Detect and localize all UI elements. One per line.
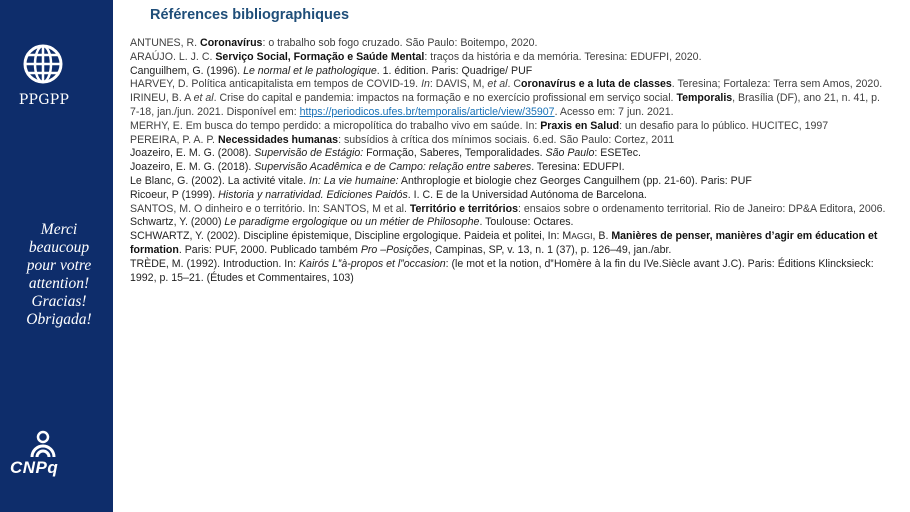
reference-item: MERHY, E. Em busca do tempo perdido: a micropolítica do trabalho vivo em saúde. In: Praxis en Salud: un desafio para lo público. HUCITEC, 1997 [130, 119, 829, 132]
funder-name: CNPq [10, 458, 59, 477]
reference-item: SCHWARTZ, Y. (2002). Discipline épistemique, Discipline ergologique. Paideia et politei, In: MAGGI, B. Manières de penser, manières d’agir em éducation et formation. Paris: PUF, 2000. Publicado também Pro –Posições, Campinas, SP, v. 13, n. 1 (37), p. 126–49, jan./abr. [130, 230, 878, 256]
thanks-line: Obrigada! [26, 311, 92, 328]
reference-item: IRINEU, B. A et al. Crise do capital e pandemia: impactos na formação e no exercício profissional em serviço social. Temporalis, Brasília (DF), ano 21, n. 41, p. 7-18, jan./jun. 2021. Disponível em: https://periodicos.ufes.br/temporalis/article/view/35907. Acesso em: 7 jun. 2021. [130, 92, 880, 118]
globe-logo-icon [23, 44, 63, 84]
reference-item: Joazeiro, E. M. G. (2008). Supervisão de Estágio: Formação, Saberes, Temporalidades. São Paulo: ESETec. [130, 147, 641, 160]
reference-item: HARVEY, D. Política anticapitalista em tempos de COVID-19. In: DAVIS, M, et al. Coronavírus e a luta de classes. Teresina; Fortaleza: Terra sem Amos, 2020. [130, 78, 883, 91]
thanks-line: Merci [40, 221, 78, 238]
reference-list [130, 37, 890, 285]
thanks-line: attention! [28, 275, 90, 292]
sidebar [0, 0, 113, 512]
org-name: PPGPP [18, 92, 70, 108]
reference-link[interactable]: https://periodicos.ufes.br/temporalis/article/view/35907 [299, 105, 555, 118]
thanks-line: pour votre [26, 257, 92, 274]
reference-item: Schwartz, Y. (2000) Le paradigme ergologique ou un métier de Philosophe. Toulouse: Octares. [130, 216, 574, 229]
reference-item: TRÈDE, M. (1992). Introduction. In: Kairós L‟à-propos et l‟occasion: (le mot et la notion, d‟Homère à la fin du IVe.Siècle avant J.C). Paris: Éditions Klincksieck: 1992, p. 15–21. (Études et Commentaires, 103) [130, 257, 874, 284]
thanks-message [0, 221, 118, 329]
reference-item: Canguilhem, G. (1996). Le normal et le pathologique. 1. édition. Paris: Quadrige/ PUF [130, 64, 533, 77]
reference-item: SANTOS, M. O dinheiro e o território. In: SANTOS, M et al. Território e territórios: ensaios sobre o ordenamento territorial. Rio de Janeiro: DP&A Editora, 2006. [130, 202, 886, 215]
reference-item: Joazeiro, E. M. G. (2018). Supervisão Acadêmica e de Campo: relação entre saberes. Teresina: EDUFPI. [130, 161, 625, 174]
reference-item: ARAÚJO. L. J. C. Serviço Social, Formação e Saúde Mental: traços da história e da memória. Teresina: EDUFPI, 2020. [130, 50, 702, 63]
page-title: Références bibliographiques [150, 7, 350, 23]
thanks-line: Gracias! [31, 293, 87, 310]
reference-item: PEREIRA, P. A. P. Necessidades humanas: subsídios à crítica dos mínimos sociais. 6.ed. São Paulo: Cortez, 2011 [130, 133, 675, 146]
reference-item: Le Blanc, G. (2002). La activité vitale. In: La vie humaine: Anthroplogie et biologie chez Georges Canguilhem (pp. 21-60). Paris: PUF [130, 174, 752, 187]
thanks-line: beaucoup [28, 239, 90, 256]
reference-item: Ricoeur, P (1999). Historia y narratividad. Ediciones Paidós. I. C. E de la Universidad Autónoma de Barcelona. [130, 188, 647, 201]
reference-item: ANTUNES, R. Coronavírus: o trabalho sob fogo cruzado. São Paulo: Boitempo, 2020. [130, 37, 538, 49]
